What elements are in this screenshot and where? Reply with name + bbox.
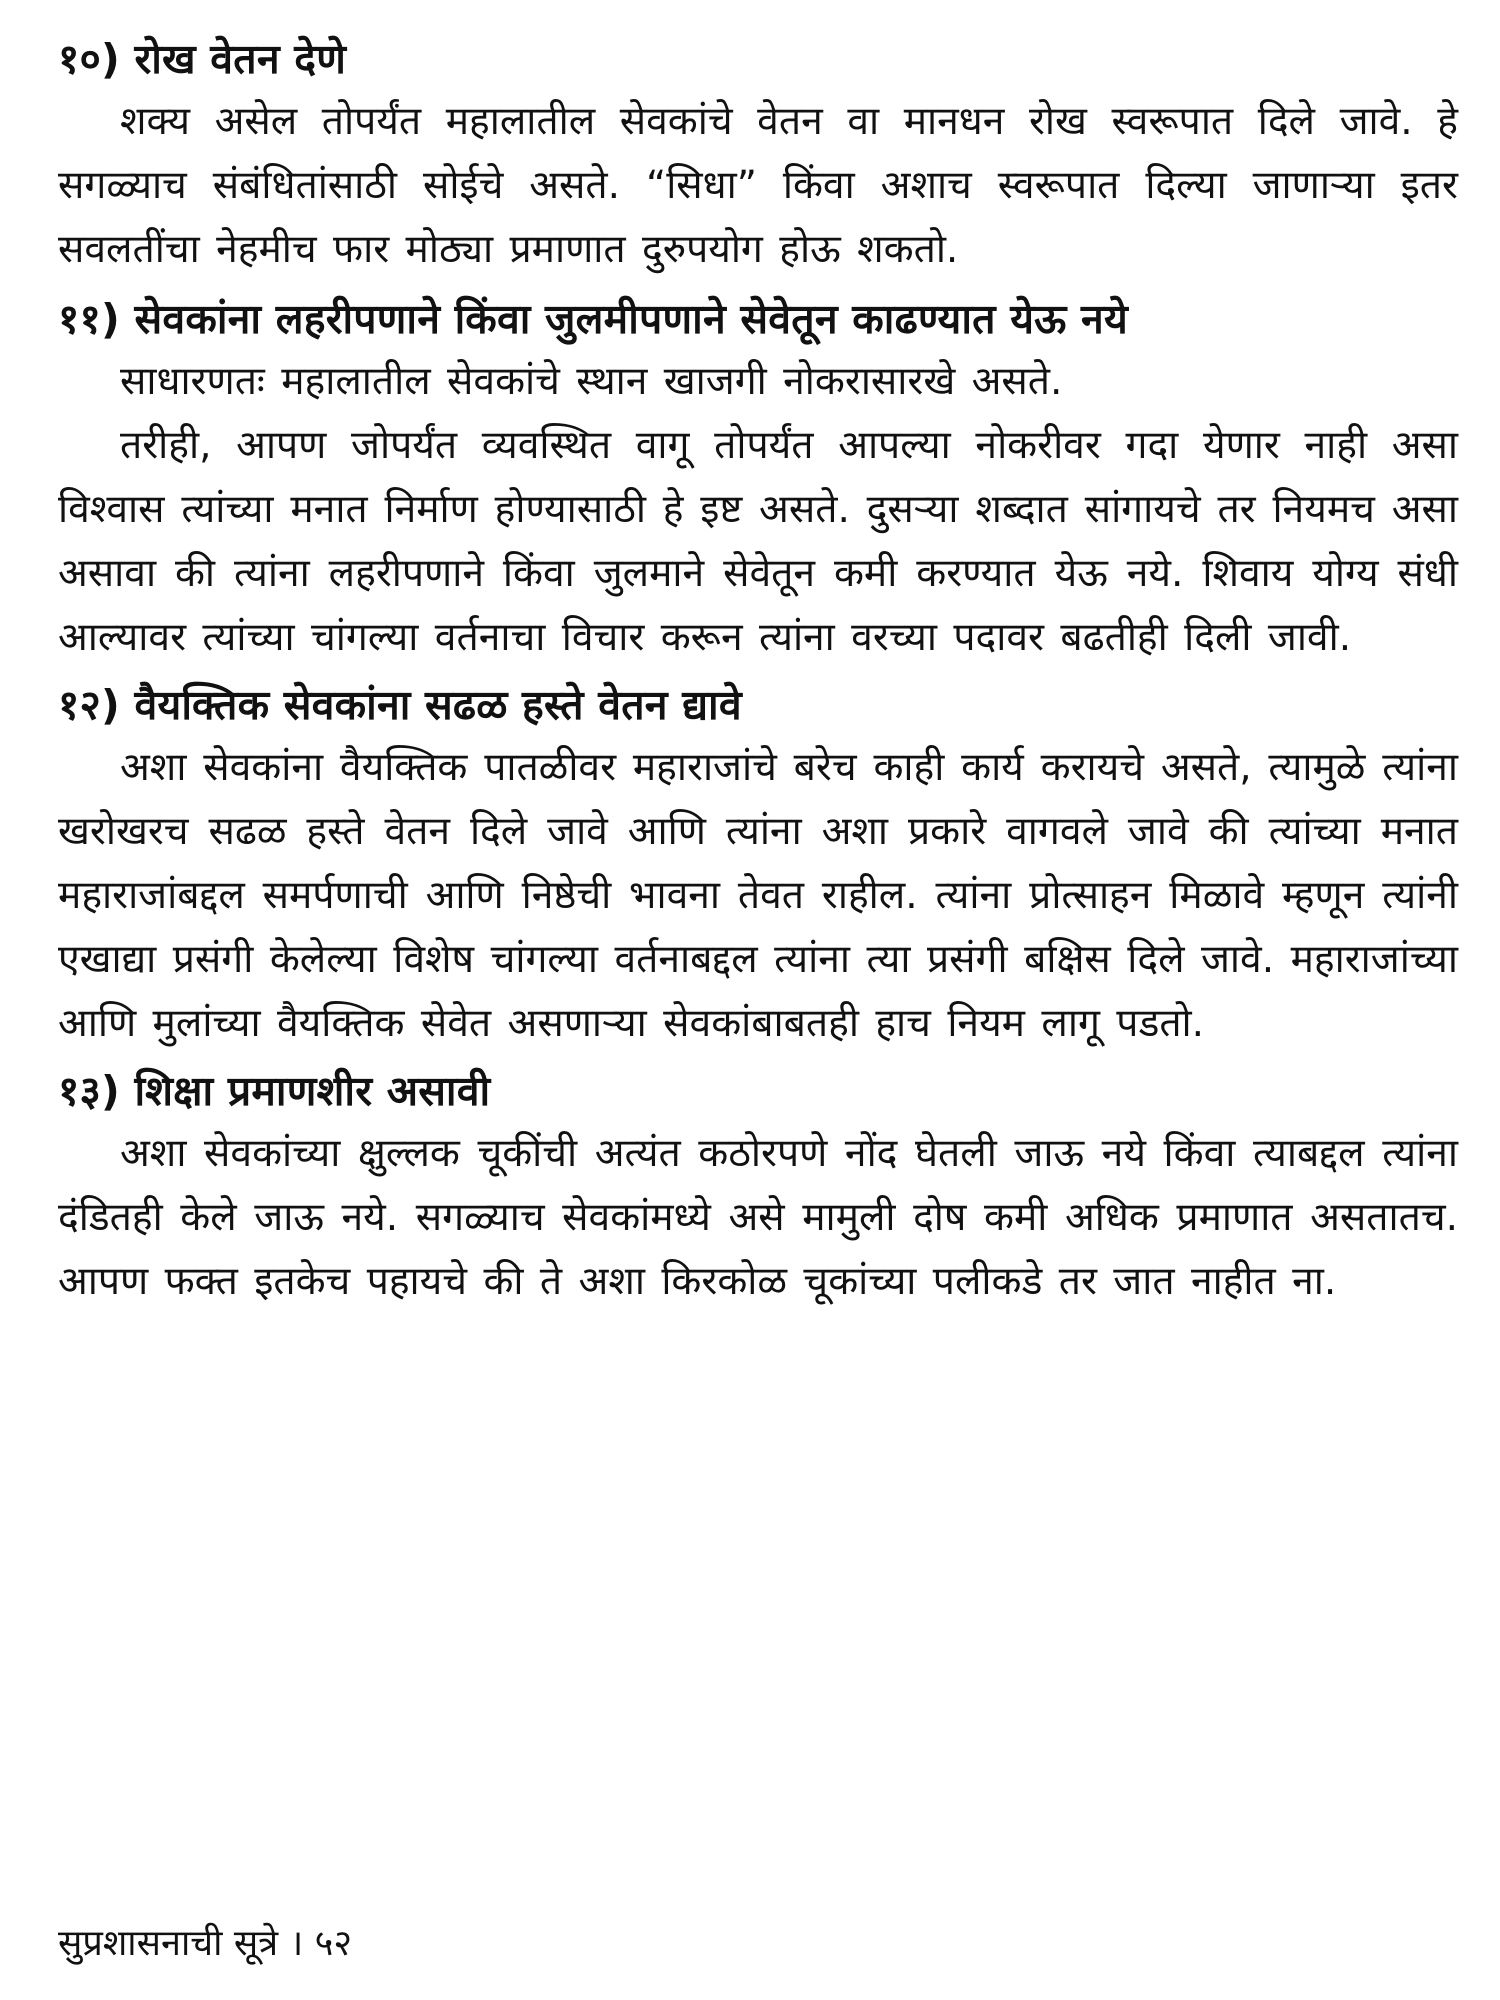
document-page: [58, 28, 1458, 1314]
page-footer: [58, 1918, 352, 1970]
section-heading: १३) शिक्षा प्रमाणशीर असावी: [58, 1067, 491, 1115]
section-11: [58, 288, 1458, 670]
section-12: [58, 674, 1458, 1056]
section-paragraph: अशा सेवकांच्या क्षुल्लक चूकींची अत्यंत कठोरपणे नोंद घेतली जाऊ नये किंवा त्याबद्दल त्यांना दंडितही केले जाऊ नये. सगळ्याच सेवकांमध्ये असे मामुली दोष कमी अधिक प्रमाणात असतातच. आपण फक्त इतकेच पहायचे की ते अशा किरकोळ चूकांच्या पलीकडे तर जात नाहीत ना.: [58, 1131, 1458, 1304]
section-paragraph: साधारणतः महालातील सेवकांचे स्थान खाजगी नोकरासारखे असते.: [120, 359, 1063, 404]
section-10: [58, 28, 1458, 282]
section-heading: ११) सेवकांना लहरीपणाने किंवा जुलमीपणाने सेवेतून काढण्यात येऊ नये: [58, 295, 1128, 343]
section-heading: १०) रोख वेतन देणे: [58, 35, 347, 83]
section-paragraph: शक्य असेल तोपर्यंत महालातील सेवकांचे वेतन वा मानधन रोख स्वरूपात दिले जावे. हे सगळ्याच संबंधितांसाठी सोईचे असते. “सिधा” किंवा अशाच स्वरूपात दिल्या जाणाऱ्या इतर सवलतींचा नेहमीच फार मोठ्या प्रमाणात दुरुपयोग होऊ शकतो.: [58, 99, 1458, 272]
footer-book-title: सुप्रशासनाची सूत्रे: [58, 1923, 279, 1964]
footer-page-number: ५२: [314, 1923, 353, 1964]
footer-separator: ।: [289, 1923, 304, 1964]
section-13: [58, 1060, 1458, 1314]
section-heading: १२) वैयक्तिक सेवकांना सढळ हस्ते वेतन द्यावे: [58, 681, 742, 729]
section-paragraph: अशा सेवकांना वैयक्तिक पातळीवर महाराजांचे बरेच काही कार्य करायचे असते, त्यामुळे त्यांना खरोखरच सढळ हस्ते वेतन दिले जावे आणि त्यांना अशा प्रकारे वागवले जावे की त्यांच्या मनात महाराजांबद्दल समर्पणाची आणि निष्ठेची भावना तेवत राहील. त्यांना प्रोत्साहन मिळावे म्हणून त्यांनी एखाद्या प्रसंगी केलेल्या विशेष चांगल्या वर्तनाबद्दल त्यांना त्या प्रसंगी बक्षिस दिले जावे. महाराजांच्या आणि मुलांच्या वैयक्तिक सेवेत असणाऱ्या सेवकांबाबतही हाच नियम लागू पडतो.: [58, 745, 1458, 1046]
section-paragraph: तरीही, आपण जोपर्यंत व्यवस्थित वागू तोपर्यंत आपल्या नोकरीवर गदा येणार नाही असा विश्वास त्यांच्या मनात निर्माण होण्यासाठी हे इष्ट असते. दुसऱ्या शब्दात सांगायचे तर नियमच असा असावा की त्यांना लहरीपणाने किंवा जुलमाने सेवेतून कमी करण्यात येऊ नये. शिवाय योग्य संधी आल्यावर त्यांच्या चांगल्या वर्तनाचा विचार करून त्यांना वरच्या पदावर बढतीही दिली जावी.: [58, 423, 1458, 660]
